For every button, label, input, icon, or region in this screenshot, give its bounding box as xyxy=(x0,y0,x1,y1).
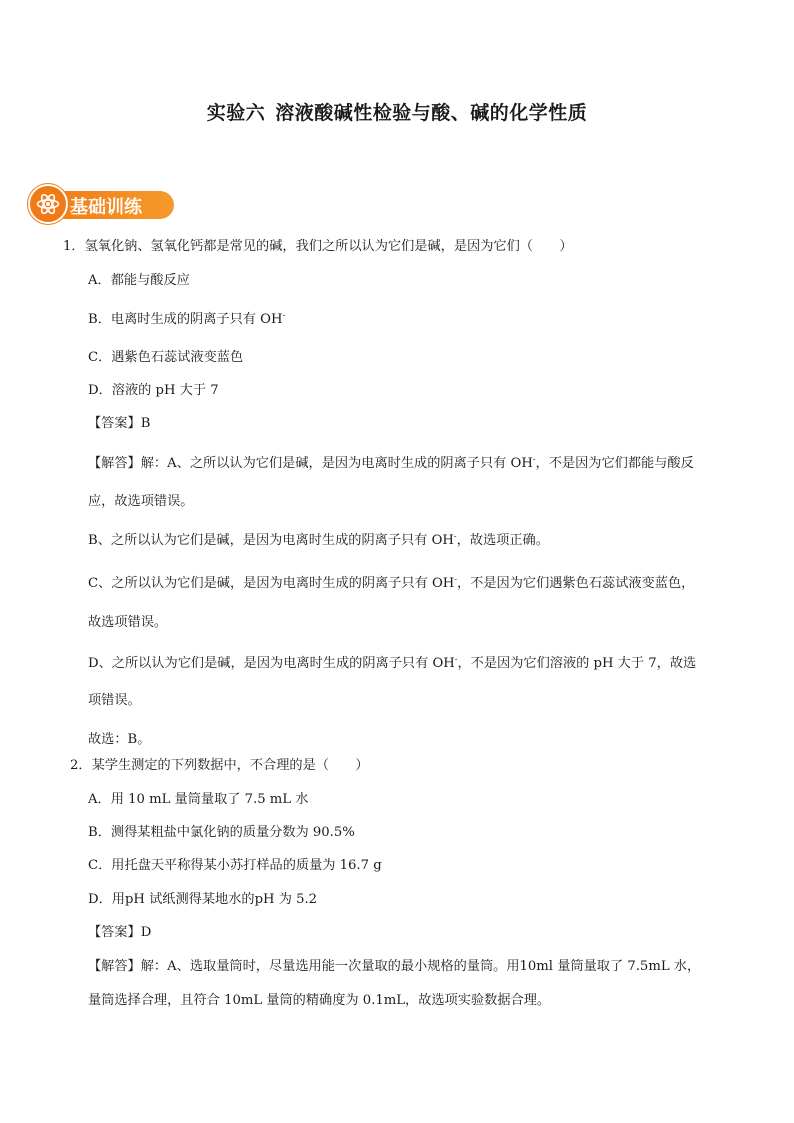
q1-option-b xyxy=(88,308,285,327)
document-title xyxy=(0,98,794,125)
q1-analysis-a-tail: ，不是因为它们都能与酸反 xyxy=(535,456,694,471)
section-banner xyxy=(28,183,178,225)
q1-analysis-c-wrap: 故选项错误。 xyxy=(88,615,168,630)
q1-answer: 【答案】B xyxy=(88,416,151,431)
q2-option-b: B．测得某粗盐中氯化钠的质量分数为 90.5% xyxy=(88,825,355,840)
hydroxide-charge: - xyxy=(282,310,286,320)
q2-analysis-line2: 量筒选择合理，且符合 10mL 量筒的精确度为 0.1mL，故选项实验数据合理。 xyxy=(88,993,551,1008)
q2-answer: 【答案】D xyxy=(88,925,152,940)
q1-option-b-text: B．电离时生成的阴离子只有 OH xyxy=(88,312,283,327)
q1-analysis-a-wrap: 应，故选项错误。 xyxy=(88,494,194,509)
q1-analysis-d-wrap: 项错误。 xyxy=(88,693,141,708)
hydroxide-charge: - xyxy=(532,454,536,464)
q1-analysis-a-lead: 【解答】解：A、之所以认为它们是碱，是因为电离时生成的阴离子只有 OH xyxy=(88,456,533,471)
q1-analysis-d-text: D、之所以认为它们是碱，是因为电离时生成的阴离子只有 OH xyxy=(88,656,455,671)
q1-option-d: D．溶液的 pH 大于 7 xyxy=(88,383,219,398)
q1-analysis-d xyxy=(88,652,696,671)
q2-option-c: C．用托盘天平称得某小苏打样品的质量为 16.7 g xyxy=(88,858,382,873)
q2-option-d: D．用pH 试纸测得某地水的pH 为 5.2 xyxy=(88,892,318,907)
q1-analysis-b xyxy=(88,529,549,548)
q1-analysis-c-tail: ，不是因为它们遇紫色石蕊试液变蓝色， xyxy=(456,576,695,591)
hydroxide-charge: - xyxy=(454,654,458,664)
q1-stem: 1．氢氧化钠、氢氧化钙都是常见的碱，我们之所以认为它们是碱，是因为它们（ ） xyxy=(63,239,573,254)
q1-analysis-c-text: C、之所以认为它们是碱，是因为电离时生成的阴离子只有 OH xyxy=(88,576,455,591)
title-experiment-number: 实验六 xyxy=(206,102,266,124)
q2-analysis-line1: 【解答】解：A、选取量筒时，尽量选用能一次量取的最小规格的量筒。用10ml 量筒量取了 7.5mL 水， xyxy=(88,959,701,974)
section-label: 基础训练 xyxy=(70,197,142,218)
hydroxide-charge: - xyxy=(453,531,457,541)
q1-option-a: A．都能与酸反应 xyxy=(88,273,190,288)
q2-stem: 2．某学生测定的下列数据中，不合理的是（ ） xyxy=(70,758,369,773)
q1-analysis-d-tail: ，不是因为它们溶液的 pH 大于 7，故选 xyxy=(457,656,697,671)
q1-analysis-b-text: B、之所以认为它们是碱，是因为电离时生成的阴离子只有 OH xyxy=(88,533,454,548)
q1-analysis-b-tail: ，故选项正确。 xyxy=(456,533,549,548)
q1-analysis-c xyxy=(88,572,694,591)
q1-analysis-a xyxy=(88,452,694,471)
q1-conclusion: 故选：B。 xyxy=(88,732,151,747)
atom-icon xyxy=(28,184,68,224)
hydroxide-charge: - xyxy=(454,574,457,584)
title-topic: 溶液酸碱性检验与酸、碱的化学性质 xyxy=(275,102,588,124)
q2-option-a: A．用 10 mL 量筒量取了 7.5 mL 水 xyxy=(88,792,309,807)
q1-option-c: C．遇紫色石蕊试液变蓝色 xyxy=(88,350,244,365)
